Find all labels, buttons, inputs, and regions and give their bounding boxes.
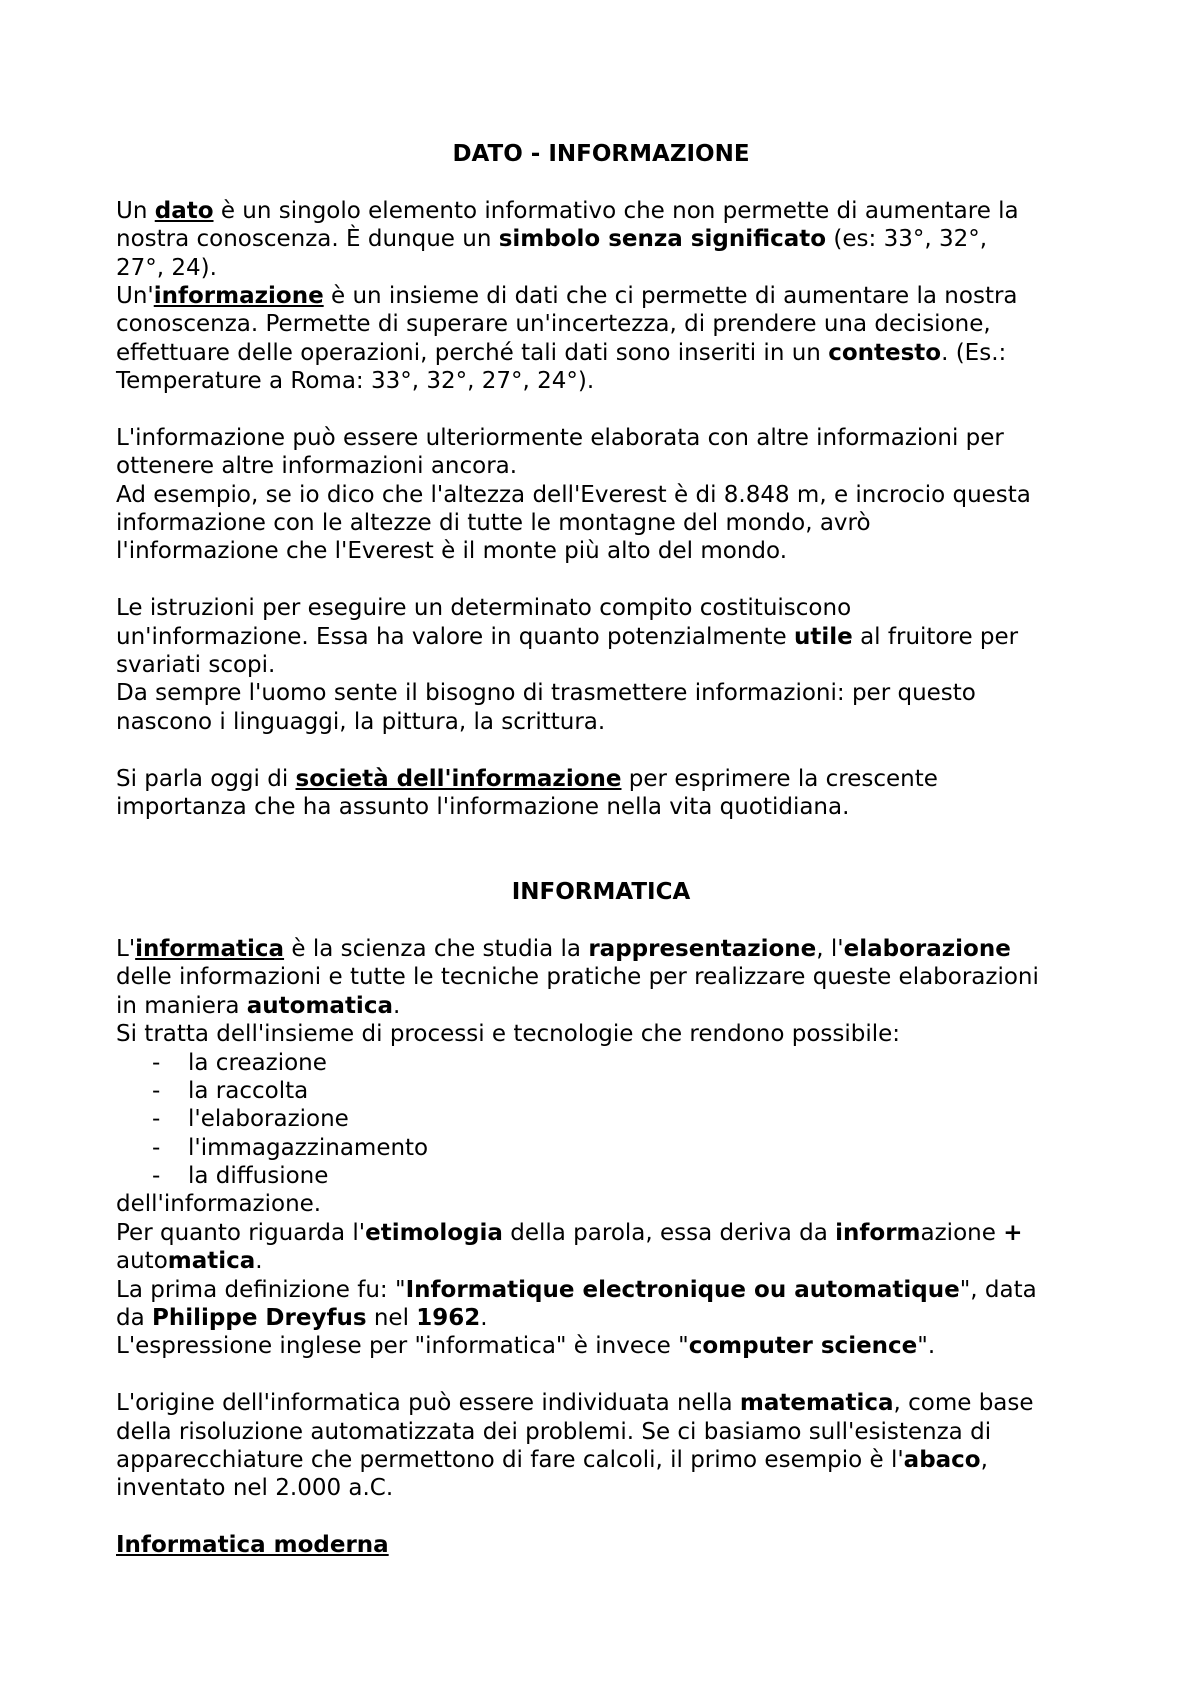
text-line: L'espressione inglese per "informatica" è invece "computer science".	[116, 1333, 936, 1360]
spacer	[116, 907, 1106, 935]
text-line: inventato nel 2.000 a.C.	[116, 1475, 394, 1502]
dash-bullet: -	[152, 1049, 161, 1076]
paragraph-informatica	[116, 935, 1106, 1049]
text-line: nascono i linguaggi, la pittura, la scrittura.	[116, 708, 606, 735]
spacer	[116, 821, 1106, 849]
paragraph-istruzioni	[116, 594, 1106, 736]
spacer	[116, 850, 1106, 878]
list-item: - l'elaborazione	[152, 1106, 349, 1133]
dash-bullet: -	[152, 1134, 161, 1161]
text-line: importanza che ha assunto l'informazione nella vita quotidiana.	[116, 793, 850, 820]
text-line: apparecchiature che permettono di fare calcoli, il primo esempio è l'abaco,	[116, 1446, 988, 1473]
paragraph-etimologia	[116, 1190, 1106, 1360]
text-line: L'informatica è la scienza che studia la rappresentazione, l'elaborazione	[116, 935, 1011, 962]
dash-bullet: -	[152, 1077, 161, 1104]
text-line: in maniera automatica.	[116, 992, 401, 1019]
heading-informatica-moderna: Informatica moderna	[116, 1532, 389, 1559]
text-line: L'origine dell'informatica può essere individuata nella matematica, come base	[116, 1390, 1034, 1417]
text-line: Le istruzioni per eseguire un determinato compito costituiscono	[116, 595, 852, 622]
spacer	[116, 168, 1106, 196]
paragraph-dato	[116, 197, 1106, 396]
list-item: - la creazione	[152, 1049, 327, 1076]
text-line: Da sempre l'uomo sente il bisogno di trasmettere informazioni: per questo	[116, 680, 976, 707]
text-line: 27°, 24).	[116, 254, 217, 281]
text-line: Un'informazione è un insieme di dati che ci permette di aumentare la nostra	[116, 282, 1018, 309]
text-line: da Philippe Dreyfus nel 1962.	[116, 1305, 488, 1332]
text-line: Ad esempio, se io dico che l'altezza dell'Everest è di 8.848 m, e incrocio questa	[116, 481, 1031, 508]
list-item: - l'immagazzinamento	[152, 1134, 429, 1161]
list-item: - la diffusione	[152, 1163, 329, 1190]
list-item: - la raccolta	[152, 1077, 309, 1104]
text-line: Si tratta dell'insieme di processi e tecnologie che rendono possibile:	[116, 1021, 901, 1048]
paragraph-origine	[116, 1389, 1106, 1503]
text-line: della risoluzione automatizzata dei problemi. Se ci basiamo sull'esistenza di	[116, 1418, 992, 1445]
spacer	[116, 566, 1106, 594]
text-line: ottenere altre informazioni ancora.	[116, 453, 518, 480]
dash-bullet: -	[152, 1163, 161, 1190]
text-line: svariati scopi.	[116, 652, 276, 679]
paragraph-elaborazione	[116, 424, 1106, 566]
text-line: Si parla oggi di società dell'informazione per esprimere la crescente	[116, 765, 938, 792]
text-line: effettuare delle operazioni, perché tali dati sono inseriti in un contesto. (Es.:	[116, 339, 1007, 366]
spacer	[116, 736, 1106, 764]
spacer	[116, 1503, 1106, 1531]
bullet-list	[116, 1049, 1106, 1191]
title-informatica: INFORMATICA	[511, 879, 691, 906]
text-line: delle informazioni e tutte le tecniche pratiche per realizzare queste elaborazioni	[116, 964, 1039, 991]
spacer	[116, 396, 1106, 424]
text-line: Temperature a Roma: 33°, 32°, 27°, 24°).	[116, 368, 595, 395]
text-line: conoscenza. Permette di superare un'incertezza, di prendere una decisione,	[116, 311, 991, 338]
text-line: automatica.	[116, 1248, 263, 1275]
dash-bullet: -	[152, 1106, 161, 1133]
title-dato-informazione: DATO - INFORMAZIONE	[452, 141, 750, 167]
text-line: dell'informazione.	[116, 1191, 322, 1218]
text-line: nostra conoscenza. È dunque un simbolo senza significato (es: 33°, 32°,	[116, 226, 988, 253]
text-line: Un dato è un singolo elemento informativo che non permette di aumentare la	[116, 197, 1019, 224]
paragraph-societa	[116, 765, 1106, 822]
text-line: l'informazione che l'Everest è il monte più alto del mondo.	[116, 538, 788, 565]
text-line: L'informazione può essere ulteriormente elaborata con altre informazioni per	[116, 424, 1004, 451]
text-line: informazione con le altezze di tutte le montagne del mondo, avrò	[116, 510, 871, 537]
text-line: La prima definizione fu: "Informatique electronique ou automatique", data	[116, 1276, 1037, 1303]
text-line: Per quanto riguarda l'etimologia della parola, essa deriva da informazione +	[116, 1219, 1023, 1246]
document-body	[116, 140, 1106, 1560]
spacer	[116, 1361, 1106, 1389]
text-line: un'informazione. Essa ha valore in quanto potenzialmente utile al fruitore per	[116, 623, 1019, 650]
